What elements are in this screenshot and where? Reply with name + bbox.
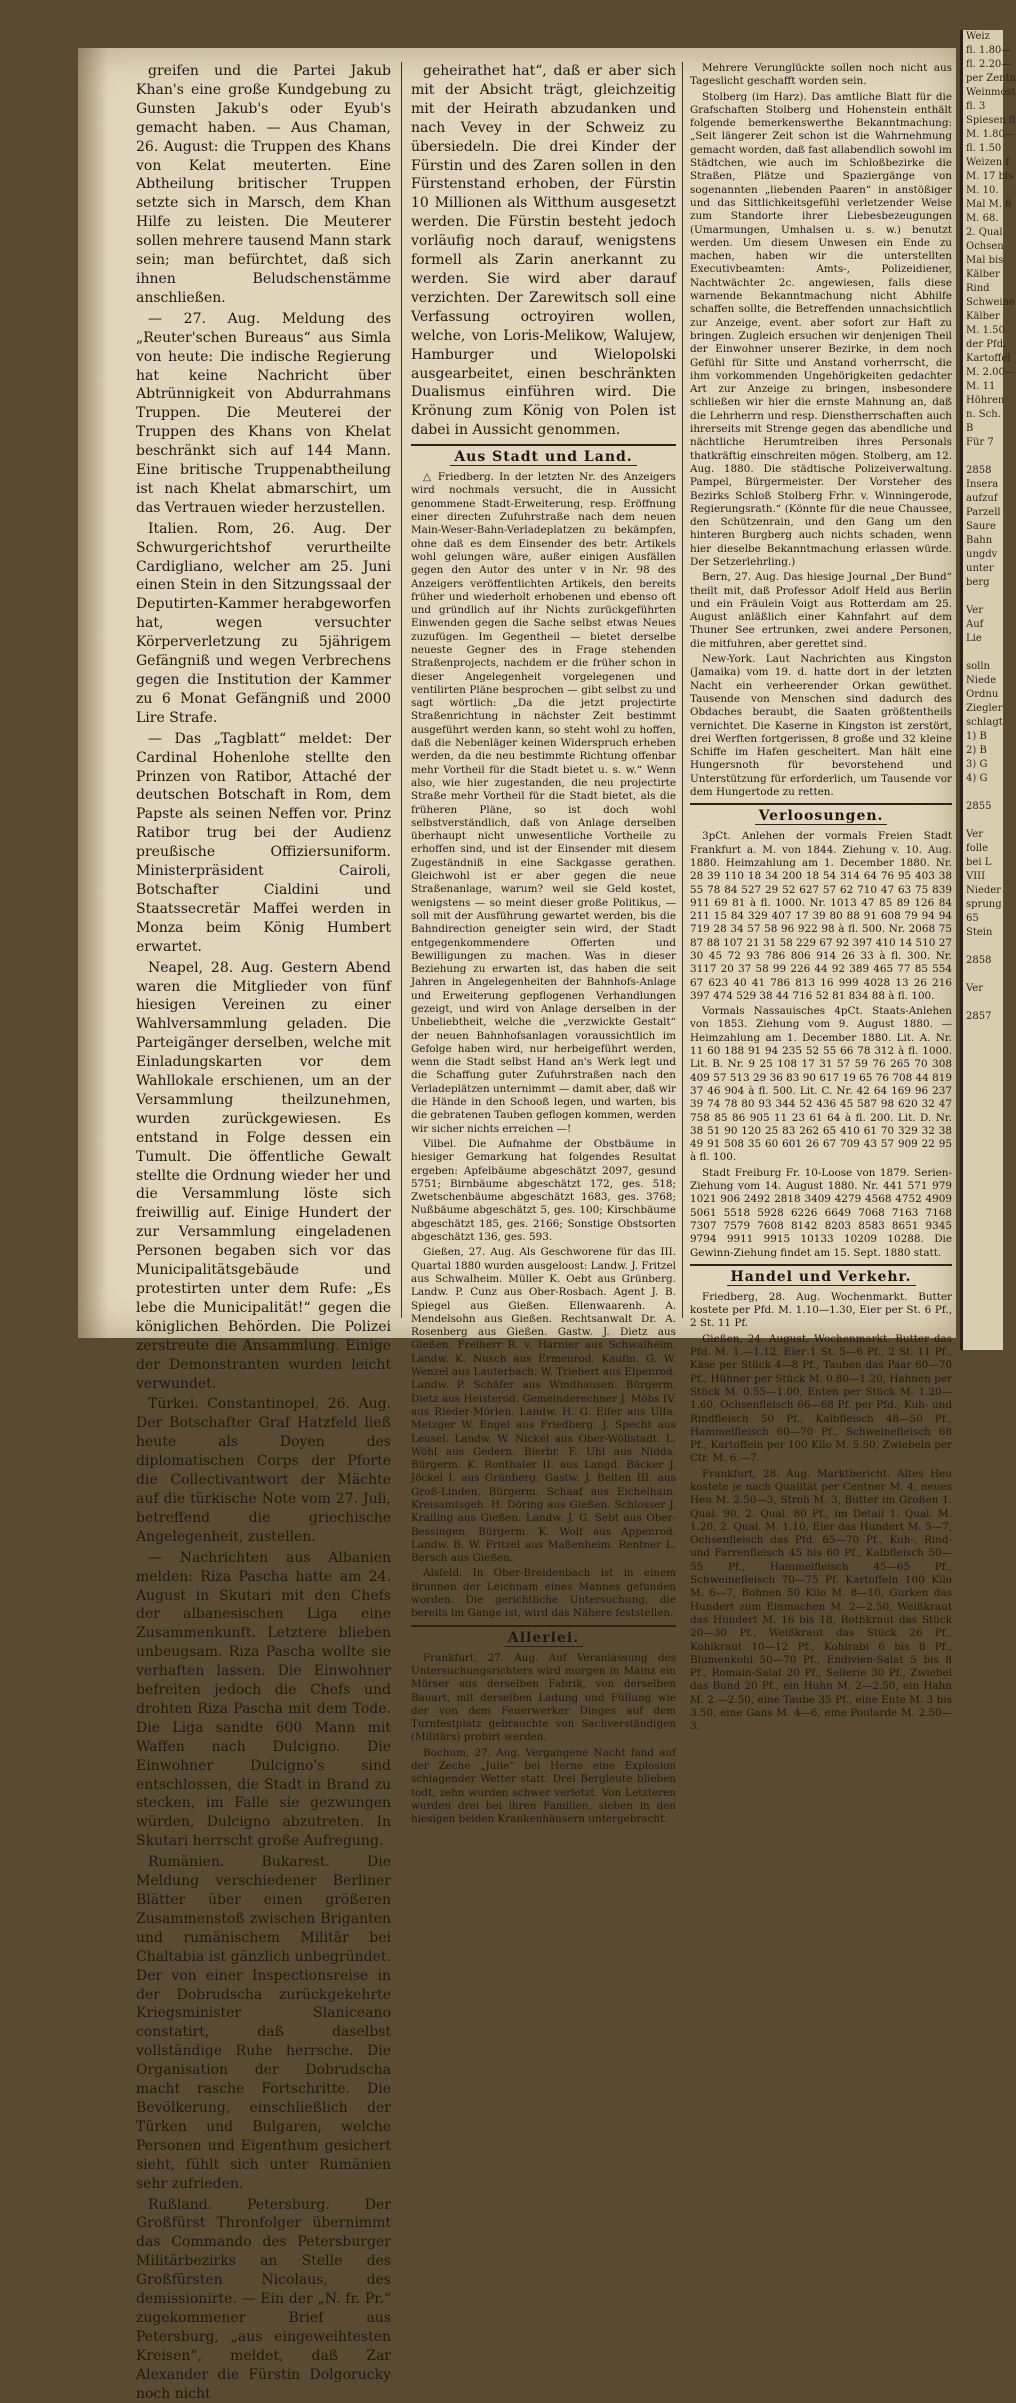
adjacent-page-fragment: Für 7 <box>963 436 1003 450</box>
adjacent-page-fragment <box>963 646 1003 660</box>
article-paragraph: Neapel, 28. Aug. Gestern Abend waren die Mitglieder von fünf hiesigen Vereinen zu einer Wahlversammlung geladen. Die Parteigänger derselben, welche mit Einladungskarten vor dem Wahllokale erschienen, um an der Versammlung theilzunehmen, wurden zurückgewiesen. Es entstand in Folge dessen ein Tumult. Die öffentliche Gewalt stellte die Ordnung wieder her und die Versammlung löste sich freiwillig auf. Einige Hundert der zur Versammlung eingeladenen Personen begaben sich vor das Municipalitätsgebäude und protestirten unter dem Rufe: „Es lebe die Municipalität!“ gegen die königlichen Behörden. Die Polizei zerstreute die Ansammlung. Einige der Demonstranten wurden leicht verwundet. <box>136 959 391 1394</box>
column-rule <box>401 62 402 1318</box>
article-paragraph: Rumänien. Bukarest. Die Meldung verschiedener Berliner Blätter über einen größeren Zusammenstoß zwischen Briganten und rumänischem Militär bei Chaltabia ist gänzlich unbegründet. Der von einer Inspectionsreise in der Dobrudscha zurückgekehrte Kriegsminister Slaniceano constatirt, daß daselbst vollständige Ruhe herrsche. Die Organisation der Dobrudscha macht rasche Fortschritte. Die Bevölkerung, einschließlich der Türken und Bulgaren, welche Personen und Eigenthum gesichert sieht, fühlt sich unter Rumänien sehr zufrieden. <box>136 1853 391 2193</box>
article-paragraph: Gießen, 24. August. Wochenmarkt. Butter das Pfd. M. 1.—1.12, Eier 1 St. 5—6 Pf., 2 St. 11 Pf., Käse per Stück 4—8 Pf., Tauben das Paar 60—70 Pf., Hühner per Stück M. 0.80—1.20, Hahnen per Stück M. 0.55—1.00, Enten per Stück M. 1.20—1.60, Ochsenfleisch 66—68 Pf. per Pfd., Kuh- und Rindfleisch 50 Pf., Kalbfleisch 48—50 Pf., Hammelfleisch 60—70 Pf., Schweinefleisch 68 Pf., Kartoffeln per 100 Kilo M. 5.50, Zwiebeln per Ctr. M. 6.—7. <box>690 1333 952 1466</box>
article-paragraph: Frankfurt, 28. Aug. Marktbericht. Altes Heu kostete je nach Qualität per Centner M. 4, neues Heu M. 2.50—3, Stroh M. 3, Butter im Großen 1. Qual. 90, 2. Qual. 80 Pf., im Detail 1. Qual. M. 1.20, 2. Qual. M. 1.10, Eier das Hundert M. 5—7, Ochsenfleisch das Pfd. 65—70 Pf., Kuh-, Rind- und Farrenfleisch 45 bis 60 Pf., Kalbfleisch 50—55 Pf., Hammelfleisch 45—65 Pf., Schweinefleisch 70—75 Pf. Kartoffeln 100 Kilo M. 6—7, Bohnen 50 Kilo M. 8—10, Gurken das Hundert zum Einmachen M. 2—2.50, Weißkraut das Hundert M. 16 bis 18, Rothkraut das Stück 20—30 Pf., Weißkraut das Stück 26 Pf., Kohlkraut 10—12 Pf., Kohlrabi 6 bis 8 Pf., Blumenkohl 50—70 Pf., Endivien-Salat 5 bis 8 Pf., Romain-Salat 20 Pf., Sellerie 30 Pf., Zwiebel das Bund 20 Pf., ein Huhn M. 2—2.50, ein Hahn M. 2.—2.50, eine Taube 35 Pf., eine Ente M. 3 bis 3.50, eine Gans M. 4—6, eine Poularde M. 2.50—3. <box>690 1468 952 1734</box>
adjacent-page-fragment: Ver <box>963 604 1003 618</box>
article-paragraph: — Das „Tagblatt“ meldet: Der Cardinal Hohenlohe stellte den Prinzen von Ratibor, Attaché der deutschen Botschaft in Rom, dem Papste als seinen Neffen vor. Prinz Ratibor trug bei der Audienz preußische Offiziersuniform. Ministerpräsident Cairoli, Botschafter Cialdini und Staatssecretär Maffei werden in Monza beim König Humbert erwartet. <box>136 730 391 957</box>
adjacent-page-fragment: fl. 2.20— <box>963 58 1003 72</box>
section-stadt-land <box>411 471 676 1621</box>
adjacent-page-fragment: Saure <box>963 520 1003 534</box>
adjacent-page-fragment: aufzuf <box>963 492 1003 506</box>
adjacent-page-fragment: M. 1.50 <box>963 324 1003 338</box>
adjacent-page-fragment: Weinmost <box>963 86 1003 100</box>
adjacent-page-fragment: M. 17 bis <box>963 170 1003 184</box>
article-paragraph: Bochum, 27. Aug. Vergangene Nacht fand auf der Zeche „Julie“ bei Herne eine Explosion schlagender Wetter statt. Drei Bergleute blieben todt, zehn wurden schwer verletzt. Von Letzteren wurden drei bei ihren Familien, sieben in den hiesigen beiden Krankenhäusern untergebracht. <box>411 1747 676 1827</box>
article-paragraph: New-York. Laut Nachrichten aus Kingston (Jamaika) vom 19. d. hatte dort in der letzten Nacht ein verheerender Orkan gewüthet. Tausende von Menschen sind dadurch des Obdaches beraubt, die Saaten größtentheils vernichtet. Die Kaserne in Kingston ist zerstört, drei Werften fortgerissen, 8 große und 32 kleine Schiffe im Hafen gescheitert. Man hält eine Hungersnoth für bevorstehend und Unterstützung für erforderlich, um Tausende vor dem Hungertode zu retten. <box>690 653 952 799</box>
adjacent-page-fragment: Weizen f <box>963 156 1003 170</box>
column-2-continuation <box>411 62 676 440</box>
adjacent-page-fragment: Nieder <box>963 884 1003 898</box>
page-fold-shadow <box>78 48 108 1338</box>
section-heading-text: Verloosungen. <box>755 808 888 825</box>
section-heading-text: Handel und Verkehr. <box>727 1269 916 1286</box>
adjacent-page-fragment: fl. 1.50 <box>963 142 1003 156</box>
article-paragraph: Vormals Nassauisches 4pCt. Staats-Anlehen von 1853. Ziehung vom 9. August 1880. — Heimzahlung am 1. December 1880. Lit. A. Nr. 11 60 188 91 94 235 52 55 66 78 312 à fl. 1000. Lit. B. Nr. 9 25 108 17 31 57 59 76 265 70 308 409 57 513 29 36 83 90 617 19 65 76 708 44 819 37 46 904 à fl. 500. Lit. C. Nr. 42 64 169 96 237 39 74 78 80 93 344 52 436 45 587 98 620 32 47 758 85 86 905 11 23 61 64 à fl. 200. Lit. D. Nr. 38 51 90 120 25 83 262 65 410 61 70 329 32 38 49 91 508 35 60 601 26 67 709 43 57 909 22 95 à fl. 100. <box>690 1005 952 1165</box>
adjacent-page-fragment: solln <box>963 660 1003 674</box>
adjacent-page-fragment: Mal bis <box>963 254 1003 268</box>
section-heading-verloosungen <box>690 803 952 826</box>
article-paragraph: △ Friedberg. In der letzten Nr. des Anzeigers wird nochmals versucht, die in Aussicht genommene Stadt-Erweiterung, resp. Eröffnung einer directen Zufuhrstraße nach dem neuen Main-Weser-Bahn-Verladeplatzen zu bekämpfen, ohne daß es dem Einsender des betr. Artikels wohl gelungen wäre, außer einigen Ausfällen gegen den Autor des unter v in Nr. 98 des Anzeigers veröffentlichten Artikels, den bereits früher und wiederholt erhobenen und ebenso oft und gründlich auf ihr Nichts zurückgeführten Einwenden gegen die Sache selbst etwas Neues zuzufügen. Im Gegentheil — bietet derselbe neueste Gegner des in Frage stehenden Straßenprojects, nachdem er die früher schon in dieser Angelegenheit vorgelegenen und ventilirten Pläne besprochen — gibt selbst zu und sagt wörtlich: „Da die jetzt projectirte Straßenrichtung in nächster Zeit bestimmt ausgeführt werden kann, so steht wohl zu hoffen, daß die Nebenläger keinen Widerspruch erheben werden, da die neu bestimmte Richtung offenbar mehr Vortheil für die Stadt bietet u. s. w.“ Wenn also, wie hier zugestanden, die neu projectirte Straße mehr Vortheil für die Stadt bietet, als die früheren Pläne, so ist doch wohl selbstverständlich, daß von Anlage derselben überhaupt nicht unwesentliche Vortheile zu erhoffen sind, und ist der Einsender mit diesem Zugeständniß in eine Sackgasse gerathen. Gleichwohl ist er aber gegen die neue Straßenanlage, warum? weil sie Geld kostet, wenigstens — so meint dieser große Politikus, — soll mit der Ausführung gewartet werden, bis die Bahndirection geneigter sein wird, der Stadt entgegenkommendere Offerten und Bewilligungen zu machen. Was in dieser Beziehung zu erwarten ist, das haben die seit Jahren in Angelegenheiten der Bahnhofs-Anlage und Erweiterung gepflogenen Verhandlungen gezeigt, und wird von Anlage derselben in der Unbeliebtheit, welche die „verzwickte Gestalt“ der neuen Bahnhofsanlagen voraussichtlich im Gefolge haben wird, nur herbeigeführt werden, wenn die Stadt selbst Hand an's Werk legt und die Schaffung guter Zufuhrstraßen nach den Verladeplätzen unternimmt — damit aber, daß wir die Hände in den Schooß legen, und warten, bis die gebratenen Tauben geflogen kommen, werden wir sicher nichts erreichen —! <box>411 471 676 1136</box>
adjacent-page-fragment: Parzell <box>963 506 1003 520</box>
section-allerlei <box>411 1652 676 1827</box>
article-paragraph: — 27. Aug. Meldung des „Reuter'schen Bureaus“ aus Simla von heute: Die indische Regierung hat keine Nachricht über Abtrünnigkeit von Abdurrahmans Truppen. Die Meuterei der Truppen des Khans von Khelat beschränkt sich auf 144 Mann. Eine britische Truppenabtheilung ist nach Khelat abmarschirt, um das Vertrauen wieder herzustellen. <box>136 310 391 518</box>
adjacent-page-fragment: Spiesen fl <box>963 114 1003 128</box>
adjacent-page-fragment <box>963 786 1003 800</box>
article-paragraph: geheirathet hat“, daß er aber sich mit der Absicht trägt, gleichzeitig mit der Heirath abzudanken und nach Vevey in der Schweiz zu übersiedeln. Die drei Kinder der Fürstin und des Zaren sollen in den Fürstenstand erhoben, der Fürstin 10 Millionen als Witthum ausgesetzt werden. Die Fürstin besteht jedoch vorläufig noch darauf, wenigstens formell als Zarin anerkannt zu werden. Sie wird aber darauf verzichten. Der Zarewitsch soll eine Verfassung octroyiren wollen, welche, von Loris-Melikow, Walujew, Hamburger und Wielopolski ausgearbeitet, einen beschränkten Dualismus einführen wird. Die Krönung zum König von Polen ist dabei in Aussicht genommen. <box>411 62 676 440</box>
adjacent-page-fragment: folle <box>963 842 1003 856</box>
column-2 <box>411 62 676 1330</box>
section-heading-allerlei <box>411 1625 676 1648</box>
adjacent-page-fragment: M. 1.80— <box>963 128 1003 142</box>
adjacent-page-fragment: 3) G <box>963 758 1003 772</box>
section-heading-text: Allerlei. <box>504 1630 583 1647</box>
adjacent-page-fragment: M. 2.00— <box>963 366 1003 380</box>
adjacent-page-fragment: 2855 <box>963 800 1003 814</box>
article-paragraph: Friedberg, 28. Aug. Wochenmarkt. Butter kostete per Pfd. M. 1.10—1.30, Eier per St. 6 Pf., 2 St. 11 Pf. <box>690 1291 952 1331</box>
adjacent-page-fragment <box>963 814 1003 828</box>
article-paragraph: Vilbel. Die Aufnahme der Obstbäume in hiesiger Gemarkung hat folgendes Resultat ergeben: Apfelbäume abgeschätzt 2097, gesund 5751; Birnbäume abgeschätzt 172, ges. 518; Zwetschenbäume abgeschätzt 1683, ges. 3768; Nußbäume abgeschätzt 5, ges. 100; Kirschbäume abgeschätzt 185, ges. 2166; Sonstige Obstsorten abgeschätzt 136, ges. 593. <box>411 1138 676 1244</box>
adjacent-page-fragment: fl. 3 <box>963 100 1003 114</box>
adjacent-page-fragment: schlagt <box>963 716 1003 730</box>
adjacent-page-fragment <box>963 590 1003 604</box>
adjacent-page-fragment <box>963 450 1003 464</box>
article-paragraph: Alsfeld. In Ober-Breidenbach ist in einem Brunnen der Leichnam eines Mannes gefunden worden. Die gerichtliche Untersuchung, die bereits im Gange ist, wird das Nähere feststellen. <box>411 1567 676 1620</box>
article-paragraph: — Nachrichten aus Albanien melden: Riza Pascha hatte am 24. August in Skutari mit den Chefs der albanesischen Liga eine Zusammenkunft. Letztere blieben unbeugsam. Riza Pascha wollte sie verhaften lassen. Die Einwohner befreiten jedoch die Chefs und drohten Riza Pascha mit dem Tode. Die Liga sandte 600 Mann mit Waffen nach Dulcigno. Die Einwohner Dulcigno's sind entschlossen, die Stadt in Brand zu stecken, im Falle sie gezwungen würden, Dulcigno abzutreten. In Skutari herrscht große Aufregung. <box>136 1549 391 1852</box>
adjacent-page-fragment: Ochsen <box>963 240 1003 254</box>
adjacent-page-fragment <box>963 996 1003 1010</box>
adjacent-page-fragment: 2. Qual <box>963 226 1003 240</box>
adjacent-page-fragment: 2858 <box>963 464 1003 478</box>
adjacent-page-fragment: Auf <box>963 618 1003 632</box>
adjacent-page-fragment: Weiz <box>963 30 1003 44</box>
article-paragraph: Stolberg (im Harz). Das amtliche Blatt für die Grafschaften Stolberg und Hohenstein enthält folgende bemerkenswerthe Bekanntmachung: „Seit längerer Zeit schon ist die Wahrnehmung gemacht worden, daß fast allabendlich sowohl im Städtchen, wie auch im Schloßbezirke die Straßen, Plätze und Spaziergänge von sogenannten „liebenden Paaren“ in anstößiger und das Sittlichkeitsgefühl verletzender Weise zum Standorte ihrer Liebesbezeugungen (Umarmungen, Umhalsen u. s. w.) benutzt werden. Um diesem Unwesen ein Ende zu machen, haben wir die unterstellten Executivbeamten: Amts-, Polizeidiener, Nachtwächter 2c. angewiesen, falls diese warnende Bekanntmachung nicht Abhilfe schaffen sollte, die Betreffenden unnachsichtlich zur Anzeige, event. aber sofort zur Haft zu bringen. Zugleich ersuchen wir denjenigen Theil der Einwohner unserer Bezirke, in dem noch Gefühl für Sitte und Anstand vorherrscht, die ihm vorkommenden Ungehörigkeiten gedachter Art zur Anzeige zu bringen, insbesondere schließen wir hier die ernste Mahnung an, daß die Lehrherrn und resp. Dienstherrschaften auch ihrerseits mit Strenge gegen das abendliche und nächtliche Herumtreiben ihres Personals thatkräftig einschreiten mögen. Stolberg, am 12. Aug. 1880. Die städtische Polizeiverwaltung. Pampel, Bürgermeister. Der Vorsteher des Bezirks Schloß Stolberg Frhr. v. Winningerode, Regierungsrath.“ (Könnte für die neue Chaussee, den Schützenrain, und den Gang um den hinteren Burgberg auch nichts schaden, wenn hier dieselbe Bekanntmachung erlassen würde. Der Setzerlehrling.) <box>690 91 952 570</box>
column-1 <box>136 62 391 1330</box>
adjacent-page-fragment: Rind <box>963 282 1003 296</box>
adjacent-page-fragment: 2) B <box>963 744 1003 758</box>
adjacent-page-fragment: Ver <box>963 828 1003 842</box>
adjacent-page-fragment: Kartoffel <box>963 352 1003 366</box>
adjacent-page-fragment: M. 68. <box>963 212 1003 226</box>
adjacent-page-fragment: 2857 <box>963 1010 1003 1024</box>
article-paragraph: Rußland. Petersburg. Der Großfürst Thronfolger übernimmt das Commando des Petersburger Militärbezirks an Stelle des Großfürsten Nicolaus, des demissionirte. — Ein der „N. fr. Pr.“ zugekommener Brief aus Petersburg, „aus eingeweihtesten Kreisen“, meldet, daß Zar Alexander die Fürstin Dolgorucky noch nicht <box>136 2196 391 2403</box>
article-paragraph: Türkei. Constantinopel, 26. Aug. Der Botschafter Graf Hatzfeld ließ heute als Doyen des diplomatischen Corps der Pforte die Collectivantwort der Mächte auf die türkische Note vom 27. Juli, betreffend die griechische Angelegenheit, zustellen. <box>136 1395 391 1546</box>
adjacent-page-fragment: 4) G <box>963 772 1003 786</box>
adjacent-page-fragment: Niede <box>963 674 1003 688</box>
adjacent-page-fragment: 1) B <box>963 730 1003 744</box>
adjacent-page-fragment: Kälber <box>963 310 1003 324</box>
adjacent-page-fragment: 65 <box>963 912 1003 926</box>
adjacent-page-fragment: sprung <box>963 898 1003 912</box>
adjacent-page-fragment: Bahn <box>963 534 1003 548</box>
adjacent-page-fragment: ungdv <box>963 548 1003 562</box>
adjacent-page-fragment: bei L <box>963 856 1003 870</box>
adjacent-page-fragment: fl. 1.80— <box>963 44 1003 58</box>
section-heading-handel <box>690 1264 952 1287</box>
article-paragraph: Gießen, 27. Aug. Als Geschworene für das III. Quartal 1880 wurden ausgeloost: Landw. J. Fritzel aus Schwalheim. Müller K. Oebt aus Grünberg. Landw. P. Cunz aus Ober-Rosbach. Agent J. B. Spiegel aus Gießen. Ellenwaarenh. A. Mendelsohn aus Gießen. Rechtsanwalt Dr. A. Rosenberg aus Gießen. Gastw. J. Dietz aus Gießen. Freiherr R. v. Harnier aus Schwalheim. Landw. K. Nusch aus Ermenrod. Kaufm. G. W. Wenzel aus Lauterbach. W. Triebert aus Elpenrod. Landw. P. Schäfer aus Windhausen. Bürgerm. Dietz aus Heisterod. Gemeinderechner J. Möbs IV. aus Rieder-Mörlen. Landw. H. G. Eifer aus Ulfa. Metzger W. Engel aus Friedberg. J. Specht aus Leusel. Landw. W. Nickel aus Ober-Wöllstadt. L. Wöhl aus Gedern. Bierbr. F. Uhl aus Nidda. Bürgerm. K. Ronthaler II. aus Langd. Bäcker J. Jöckel I. aus Grünberg. Gastw. J. Belten III. aus Groß-Linden. Bürgerm. Schaaf aus Eichelhain. Kreisamtsgeh. H. Döring aus Gießen. Schlosser J. Krailing aus Gießen. Landw. J. G. Sebt aus Ober-Bessingen. Bürgerm. K. Wolf aus Appenrod. Landw. B. W. Fritzel aus Maßenheim. Rentner L. Bersch aus Gießen. <box>411 1246 676 1565</box>
adjacent-page-edge <box>960 30 1003 1350</box>
adjacent-page-fragment: berg <box>963 576 1003 590</box>
adjacent-page-fragment: Mal M. 6 <box>963 198 1003 212</box>
adjacent-page-fragment: Schweine <box>963 296 1003 310</box>
adjacent-page-fragment: Insera <box>963 478 1003 492</box>
adjacent-page-fragment: Ver <box>963 982 1003 996</box>
adjacent-page-fragment: B <box>963 422 1003 436</box>
article-paragraph: greifen und die Partei Jakub Khan's eine große Kundgebung zu Gunsten Jakub's oder Eyub's gemacht haben. — Aus Chaman, 26. August: die Truppen des Khans von Kelat meuterten. Eine Abtheilung britischer Truppen setzte sich in Marsch, dem Khan Hilfe zu leisten. Die Meuterer sollen mehrere tausend Mann stark sein; man befürchtet, daß sich ihnen Beludschenstämme anschließen. <box>136 62 391 308</box>
adjacent-page-fragment: M. 11 <box>963 380 1003 394</box>
adjacent-page-fragment: Ordnu <box>963 688 1003 702</box>
adjacent-page-fragment: n. Sch. <box>963 408 1003 422</box>
column-3 <box>690 62 952 1330</box>
adjacent-page-fragment: per Zentn <box>963 72 1003 86</box>
column-3-news <box>690 62 952 799</box>
section-heading-text: Aus Stadt und Land. <box>450 449 636 466</box>
adjacent-page-fragment: Höhren <box>963 394 1003 408</box>
article-paragraph: Bern, 27. Aug. Das hiesige Journal „Der Bund“ theilt mit, daß Professor Adolf Held aus Berlin und ein Fräulein Voigt aus Rotterdam am 25. August anläßlich einer Kahnfahrt auf dem Thuner See ertrunken, zwei andere Personen, die mitfuhren, aber gerettet sind. <box>690 571 952 651</box>
adjacent-page-fragment: 2858 <box>963 954 1003 968</box>
adjacent-page-fragment: Kälber <box>963 268 1003 282</box>
adjacent-page-fragment: VIII <box>963 870 1003 884</box>
article-paragraph: Frankfurt, 27. Aug. Auf Veranlassung des Untersuchungsrichters wird morgen in Mainz ein Mörser aus derselben Fabrik, von derselben Bauart, mit derselben Ladung und Füllung wie der von dem Feuerwerker Dinges auf dem Turnfestplatz gebrauchte von Sachverständigen (Militärs) probirt werden. <box>411 1652 676 1745</box>
article-paragraph: Mehrere Verunglückte sollen noch nicht aus Tageslicht geschafft worden sein. <box>690 62 952 89</box>
adjacent-page-fragment: M. 10. <box>963 184 1003 198</box>
article-paragraph: Italien. Rom, 26. Aug. Der Schwurgerichtshof verurtheilte Cardigliano, welcher am 25. Juni einen Stein in den Sitzungssaal der Deputirten-Kammer herabgeworfen hat, wegen versuchter Körperverletzung zu 5jährigem Gefängniß und wegen Verbrechens gegen die Institution der Kammer zu 6 Monat Gefängniß und 2000 Lire Strafe. <box>136 520 391 728</box>
section-heading-stadt-land <box>411 444 676 467</box>
column-rule <box>682 62 683 1318</box>
section-verloosungen <box>690 830 952 1260</box>
adjacent-page-fragment <box>963 968 1003 982</box>
adjacent-page-fragment: Stein <box>963 926 1003 940</box>
newspaper-page <box>78 48 956 1338</box>
adjacent-page-fragment: Lie <box>963 632 1003 646</box>
article-paragraph: 3pCt. Anlehen der vormals Freien Stadt Frankfurt a. M. von 1844. Ziehung v. 10. Aug. 1880. Heimzahlung am 1. December 1880. Nr. 28 39 110 18 34 200 18 54 314 64 76 95 403 38 55 78 84 527 29 52 627 57 62 710 47 63 75 839 911 69 81 à fl. 1000. Nr. 1013 47 85 89 126 84 211 15 84 329 407 17 39 80 88 91 608 79 94 94 719 28 34 57 58 96 922 98 à fl. 500. Nr. 2068 75 87 88 107 21 31 58 229 67 92 397 410 14 510 27 30 45 72 93 786 806 914 26 33 à fl. 300. Nr. 3117 20 37 58 99 226 44 92 389 465 77 85 554 67 623 40 41 786 813 16 999 4028 13 26 216 397 474 529 38 44 716 52 81 834 88 à fl. 100. <box>690 830 952 1003</box>
section-handel-verkehr <box>690 1291 952 1734</box>
adjacent-page-fragment: unter <box>963 562 1003 576</box>
adjacent-page-fragment <box>963 940 1003 954</box>
adjacent-page-fragment: Ziegler <box>963 702 1003 716</box>
article-paragraph: Stadt Freiburg Fr. 10-Loose von 1879. Serien-Ziehung vom 14. August 1880. Nr. 441 571 979 1021 906 2492 2818 3409 4279 4568 4752 4909 5061 5518 5928 6226 6649 7068 7163 7168 7307 7579 7608 8142 8203 8583 8651 9345 9794 9911 9915 10133 10209 10288. Die Gewinn-Ziehung findet am 15. Sept. 1880 statt. <box>690 1167 952 1260</box>
adjacent-page-fragment: der Pfd. <box>963 338 1003 352</box>
